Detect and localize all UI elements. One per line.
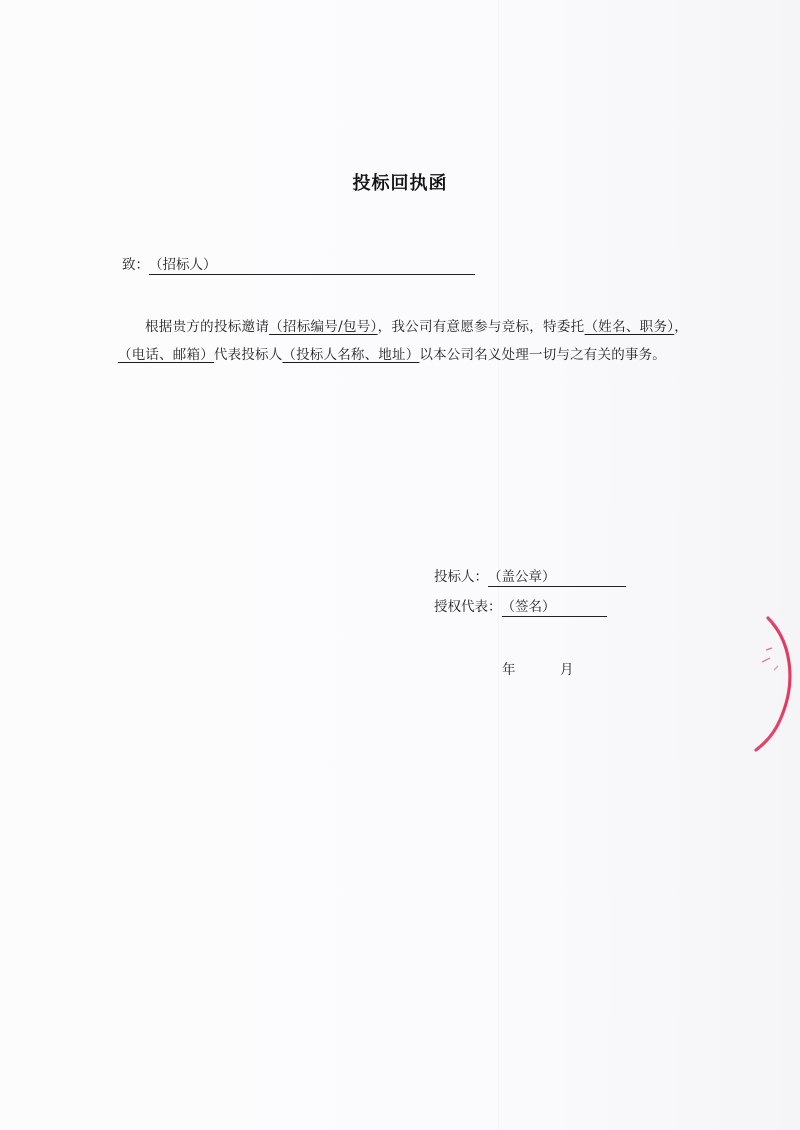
body-segment: 根据贵方的投标邀请: [145, 319, 270, 335]
body-segment: 以本公司名义处理一切与之有关的事务。: [419, 347, 667, 363]
contact-placeholder: （电话、邮箱）: [118, 347, 214, 363]
addressee-placeholder: （招标人）: [149, 257, 217, 273]
bidder-seal-placeholder: （盖公章）: [488, 569, 556, 585]
addressee-prefix: 致：: [122, 257, 149, 273]
bidder-info-placeholder: （投标人名称、地址）: [282, 347, 420, 363]
project-number-placeholder: （招标编号/包号）: [269, 319, 378, 335]
date-year-label: 年: [502, 662, 516, 678]
representative-label: 授权代表：: [434, 599, 502, 615]
person-placeholder: （姓名、职务）: [584, 319, 675, 335]
bidder-blank: [488, 568, 626, 587]
body-paragraph: [118, 313, 688, 369]
body-segment: ，我公司有意愿参与竞标，特委托: [377, 319, 585, 335]
date-month-label: 月: [560, 662, 574, 678]
body-segment: ，: [674, 319, 688, 335]
representative-signature-line: [434, 595, 607, 617]
addressee-line: [122, 253, 475, 275]
representative-sign-placeholder: （签名）: [501, 599, 556, 615]
document-title: 投标回执函: [352, 173, 448, 194]
body-segment: 代表投标人: [213, 347, 283, 363]
representative-blank: [502, 598, 607, 617]
addressee-blank: [149, 256, 475, 275]
bidder-signature-line: [434, 565, 626, 587]
bidder-label: 投标人：: [434, 569, 488, 585]
red-seal-edge: [750, 610, 800, 760]
